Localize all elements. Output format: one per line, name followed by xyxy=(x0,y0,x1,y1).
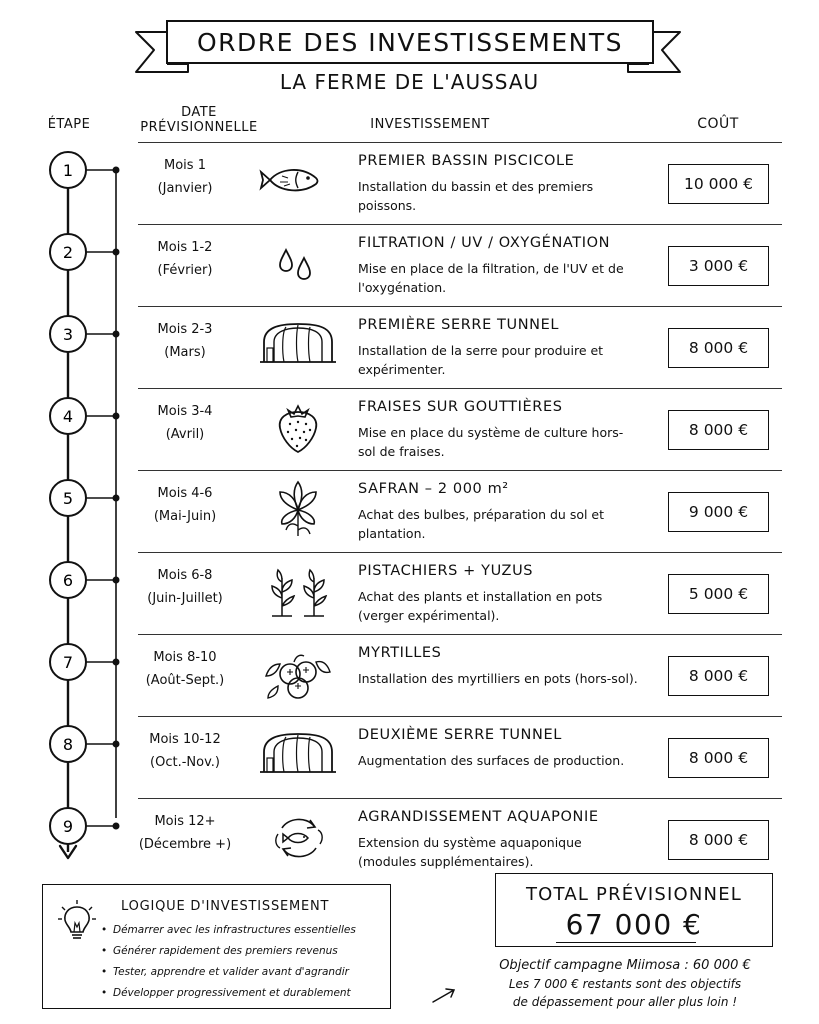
step-period: (Mars) xyxy=(164,345,206,360)
step-description: Achat des bulbes, préparation du sol et plantation. xyxy=(358,507,605,541)
step-period: (Avril) xyxy=(165,427,205,442)
row-separator xyxy=(138,798,782,799)
step-date: Mois 4-6 xyxy=(157,486,213,501)
step-date: Mois 12+ xyxy=(154,814,216,829)
step-number: 7 xyxy=(62,653,74,672)
header-date xyxy=(140,105,258,135)
step-number: 9 xyxy=(62,817,74,836)
step-description: Installation des myrtilliers en pots (hors-sol). xyxy=(358,671,638,686)
step-cost: 9 000 € xyxy=(668,492,769,532)
investment-logic-box xyxy=(42,884,391,1009)
header-separator xyxy=(138,142,782,143)
step-date: Mois 1 xyxy=(164,158,206,173)
row-separator xyxy=(138,552,782,553)
step-row xyxy=(0,388,819,470)
row-separator xyxy=(138,470,782,471)
total-value: 67 000 € xyxy=(565,908,703,941)
step-number: 4 xyxy=(62,407,74,426)
step-number: 8 xyxy=(62,735,74,754)
step-cost: 8 000 € xyxy=(668,328,769,368)
header-cout: COÛT xyxy=(697,116,739,132)
water-drops-icon xyxy=(258,230,338,294)
step-description: Achat des plants et installation en pots (verger expérimental). xyxy=(358,589,603,623)
row-separator xyxy=(138,224,782,225)
step-cost: 3 000 € xyxy=(668,246,769,286)
logic-title: LOGIQUE D'INVESTISSEMENT xyxy=(121,899,330,914)
step-name: AGRANDISSEMENT AQUAPONIE xyxy=(358,809,599,825)
step-row xyxy=(0,224,819,306)
young-trees-icon xyxy=(258,558,338,622)
greenhouse-icon xyxy=(258,722,338,786)
row-separator xyxy=(138,716,782,717)
header-date-line2: PRÉVISIONNELLE xyxy=(140,120,258,135)
step-date: Mois 1-2 xyxy=(157,240,213,255)
step-name: FRAISES SUR GOUTTIÈRES xyxy=(358,399,563,415)
total-underline xyxy=(556,942,696,943)
row-separator xyxy=(138,388,782,389)
step-description: Mise en place de la filtration, de l'UV et de l'oxygénation. xyxy=(358,261,624,295)
fish-icon xyxy=(258,148,338,212)
row-separator xyxy=(138,634,782,635)
step-number: 5 xyxy=(62,489,74,508)
header-investissement: INVESTISSEMENT xyxy=(370,117,490,132)
step-period: (Juin-Juillet) xyxy=(147,591,223,606)
step-cost: 8 000 € xyxy=(668,820,769,860)
step-description: Mise en place du système de culture hors-sol de fraises. xyxy=(358,425,624,459)
step-number: 3 xyxy=(62,325,74,344)
step-name: SAFRAN – 2 000 m² xyxy=(358,481,509,497)
step-description: Extension du système aquaponique (modules supplémentaires). xyxy=(358,835,582,869)
blueberries-icon xyxy=(258,640,338,704)
step-row xyxy=(0,716,819,798)
step-period: (Août-Sept.) xyxy=(145,673,225,688)
step-period: (Janvier) xyxy=(157,181,213,196)
header-etape: ÉTAPE xyxy=(47,117,91,132)
step-date: Mois 10-12 xyxy=(149,732,221,747)
total-label: TOTAL PRÉVISIONNEL xyxy=(525,884,742,905)
step-description: Augmentation des surfaces de production. xyxy=(358,753,625,768)
step-number: 6 xyxy=(62,571,74,590)
step-row xyxy=(0,634,819,716)
arrow-icon xyxy=(430,985,460,1005)
step-cost: 8 000 € xyxy=(668,410,769,450)
strawberry-icon xyxy=(258,394,338,458)
step-cost: 5 000 € xyxy=(668,574,769,614)
page-subtitle: LA FERME DE L'AUSSAU xyxy=(279,70,540,94)
row-separator xyxy=(138,306,782,307)
step-name: PISTACHIERS + YUZUS xyxy=(358,563,534,579)
step-description: Installation du bassin et des premiers poissons. xyxy=(358,179,594,213)
step-number: 1 xyxy=(62,161,74,180)
step-row xyxy=(0,798,819,880)
step-cost: 10 000 € xyxy=(668,164,769,204)
step-date: Mois 3-4 xyxy=(157,404,213,419)
page-title: ORDRE DES INVESTISSEMENTS xyxy=(166,20,654,64)
logic-bullet: • Développer progressivement et durablement xyxy=(113,987,351,999)
step-cost: 8 000 € xyxy=(668,656,769,696)
step-row xyxy=(0,470,819,552)
objective-line-2: Les 7 000 € restants sont des objectifs xyxy=(508,977,742,991)
step-period: (Décembre +) xyxy=(138,837,232,852)
logic-bullet: • Démarrer avec les infrastructures essentielles xyxy=(113,924,356,936)
step-number: 2 xyxy=(62,243,74,262)
total-box xyxy=(495,873,773,947)
step-period: (Février) xyxy=(157,263,213,278)
objective-line-3: de dépassement pour aller plus loin ! xyxy=(512,995,738,1009)
step-row xyxy=(0,552,819,634)
step-name: MYRTILLES xyxy=(358,645,442,661)
lightbulb-icon xyxy=(57,899,97,945)
header-date-line1: DATE xyxy=(181,105,217,120)
step-description: Installation de la serre pour produire et expérimenter. xyxy=(358,343,604,377)
step-row xyxy=(0,306,819,388)
step-date: Mois 6-8 xyxy=(157,568,213,583)
step-row xyxy=(0,142,819,224)
step-date: Mois 8-10 xyxy=(153,650,217,665)
objective-line-1: Objectif campagne Miimosa : 60 000 € xyxy=(499,958,751,973)
step-name: PREMIÈRE SERRE TUNNEL xyxy=(358,317,560,333)
logic-bullet: • Générer rapidement des premiers revenus xyxy=(113,945,338,957)
step-period: (Mai-Juin) xyxy=(153,509,217,524)
step-name: FILTRATION / UV / OXYGÉNATION xyxy=(358,235,611,251)
step-name: PREMIER BASSIN PISCICOLE xyxy=(358,153,575,169)
greenhouse-icon xyxy=(258,312,338,376)
step-cost: 8 000 € xyxy=(668,738,769,778)
aquaponics-cycle-icon xyxy=(258,804,338,868)
logic-bullet: • Tester, apprendre et valider avant d'agrandir xyxy=(113,966,349,978)
saffron-flower-icon xyxy=(258,476,338,540)
step-name: DEUXIÈME SERRE TUNNEL xyxy=(358,727,562,743)
step-date: Mois 2-3 xyxy=(157,322,213,337)
step-period: (Oct.-Nov.) xyxy=(150,755,220,770)
